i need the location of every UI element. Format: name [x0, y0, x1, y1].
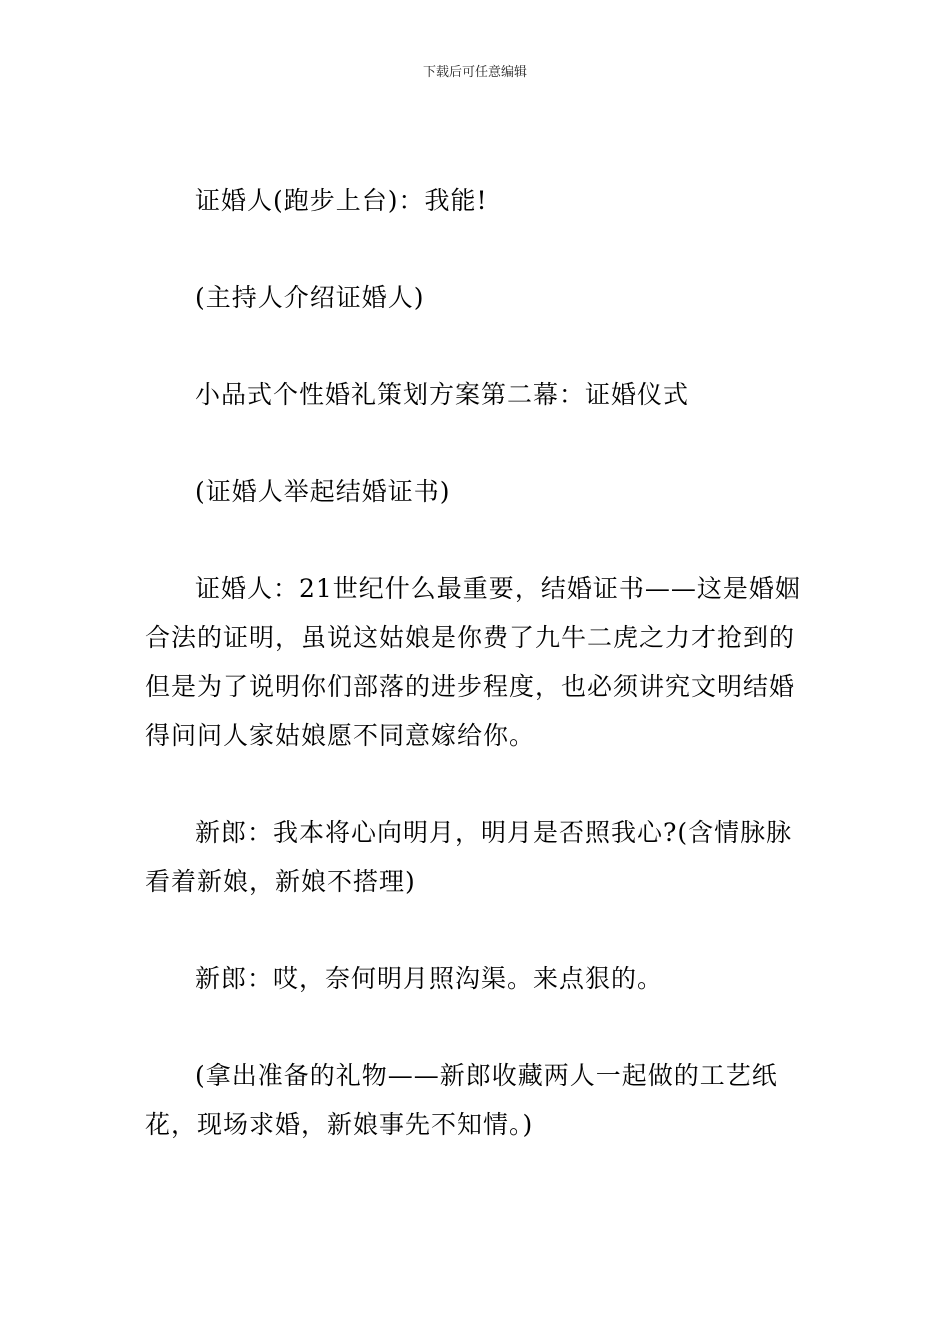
paragraph-witness-arrives: 证婚人(跑步上台)：我能! [195, 186, 488, 215]
page-header: 下载后可任意编辑 [422, 65, 527, 80]
paragraph-act-two-title: 小品式个性婚礼策划方案第二幕：证婚仪式 [195, 380, 690, 409]
paragraph-groom-sigh: 新郎：哎，奈何明月照沟渠。来点狠的。 [195, 964, 664, 993]
document-body [145, 176, 815, 1197]
paragraph-host-introduces: (主持人介绍证婚人) [195, 283, 425, 312]
paragraph-groom-moon: 新郎：我本将心向明月，明月是否照我心?(含情脉脉看着新娘，新娘不搭理) [145, 818, 793, 896]
paragraph-proposal-gift: (拿出准备的礼物——新郎收藏两人一起做的工艺纸花，现场求婚，新娘事先不知情。) [145, 1061, 778, 1139]
paragraph-witness-speech: 证婚人：21世纪什么最重要，结婚证书——这是婚姻合法的证明，虽说这姑娘是你费了九牛二虎之力才抢到的但是为了说明你们部落的进步程度，也必须讲究文明结婚得问问人家姑娘愿不同意嫁给你。 [145, 574, 801, 750]
paragraph-witness-raises-certificate: (证婚人举起结婚证书) [195, 477, 451, 506]
